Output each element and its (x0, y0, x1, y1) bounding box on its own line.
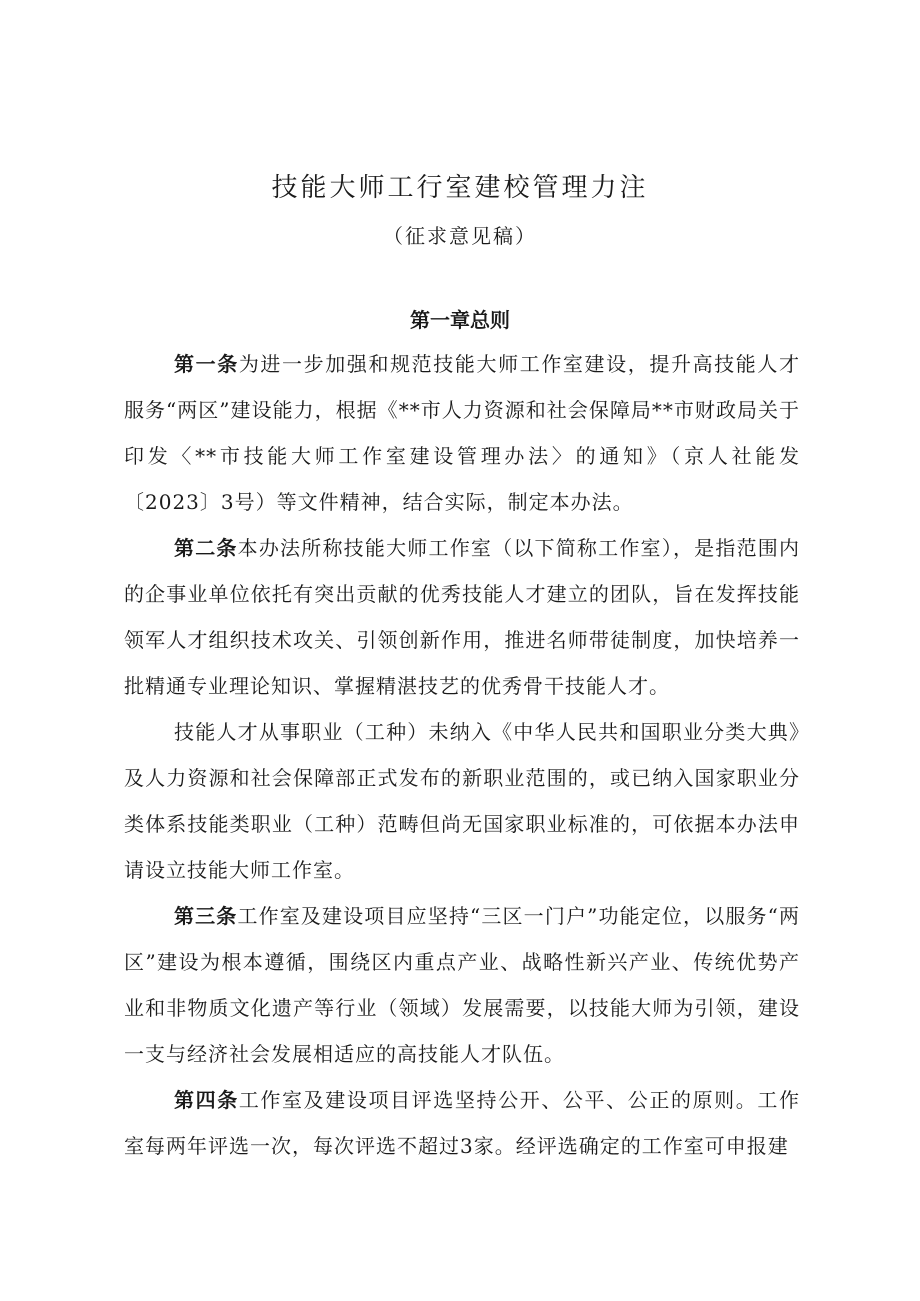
article-text: 为进一步加强和规范技能大师工作室建设，提升高技能人才服务“两区”建设能力，根据《**市人力资源和社会保障局**市财政局关于印发〈**市技能大师工作室建设管理办法〉的通知》（京人社能发〔2023〕3号）等文件精神，结合实际，制定本办法。 (124, 352, 801, 514)
article-label: 第三条 (174, 904, 238, 928)
article-text: 本办法所称技能大师工作室（以下简称工作室），是指范围内的企事业单位依托有突出贡献的优秀技能人才建立的团队，旨在发挥技能领军人才组织技术攻关、引领创新作用，推进名师带徒制度，加快培养一批精通专业理论知识、掌握精湛技艺的优秀骨干技能人才。 (124, 536, 801, 698)
article-text: 工作室及建设项目应坚持“三区一门户”功能定位，以服务“两区”建设为根本遵循，围绕区内重点产业、战略性新兴产业、传统优势产业和非物质文化遗产等行业（领域）发展需要，以技能大师为引领，建设一支与经济社会发展相适应的高技能人才队伍。 (124, 904, 800, 1066)
article-1-paragraph (124, 341, 800, 525)
article-label: 第二条 (174, 536, 238, 560)
article-2-continuation-paragraph (124, 709, 800, 893)
article-4-paragraph (124, 1077, 800, 1169)
article-label: 第四条 (174, 1088, 239, 1112)
article-3-paragraph (124, 893, 800, 1077)
chapter-heading: 第一章总则 (410, 308, 510, 332)
article-2-paragraph (124, 525, 800, 709)
document-subtitle: （征求意见稿） (383, 224, 537, 248)
document-title: 技能大师工行室建校管理力注 (271, 173, 649, 203)
article-text: 工作室及建设项目评选坚持公开、公平、公正的原则。工作室每两年评选一次，每次评选不超过3家。经评选确定的工作室可申报建 (124, 1088, 801, 1158)
article-text: 技能人才从事职业（工种）未纳入《中华人民共和国职业分类大典》及人力资源和社会保障部正式发布的新职业范围的，或已纳入国家职业分类体系技能类职业（工种）范畴但尚无国家职业标准的，可依据本办法申请设立技能大师工作室。 (124, 720, 800, 882)
document-body (124, 341, 800, 1169)
article-label: 第一条 (174, 352, 239, 376)
